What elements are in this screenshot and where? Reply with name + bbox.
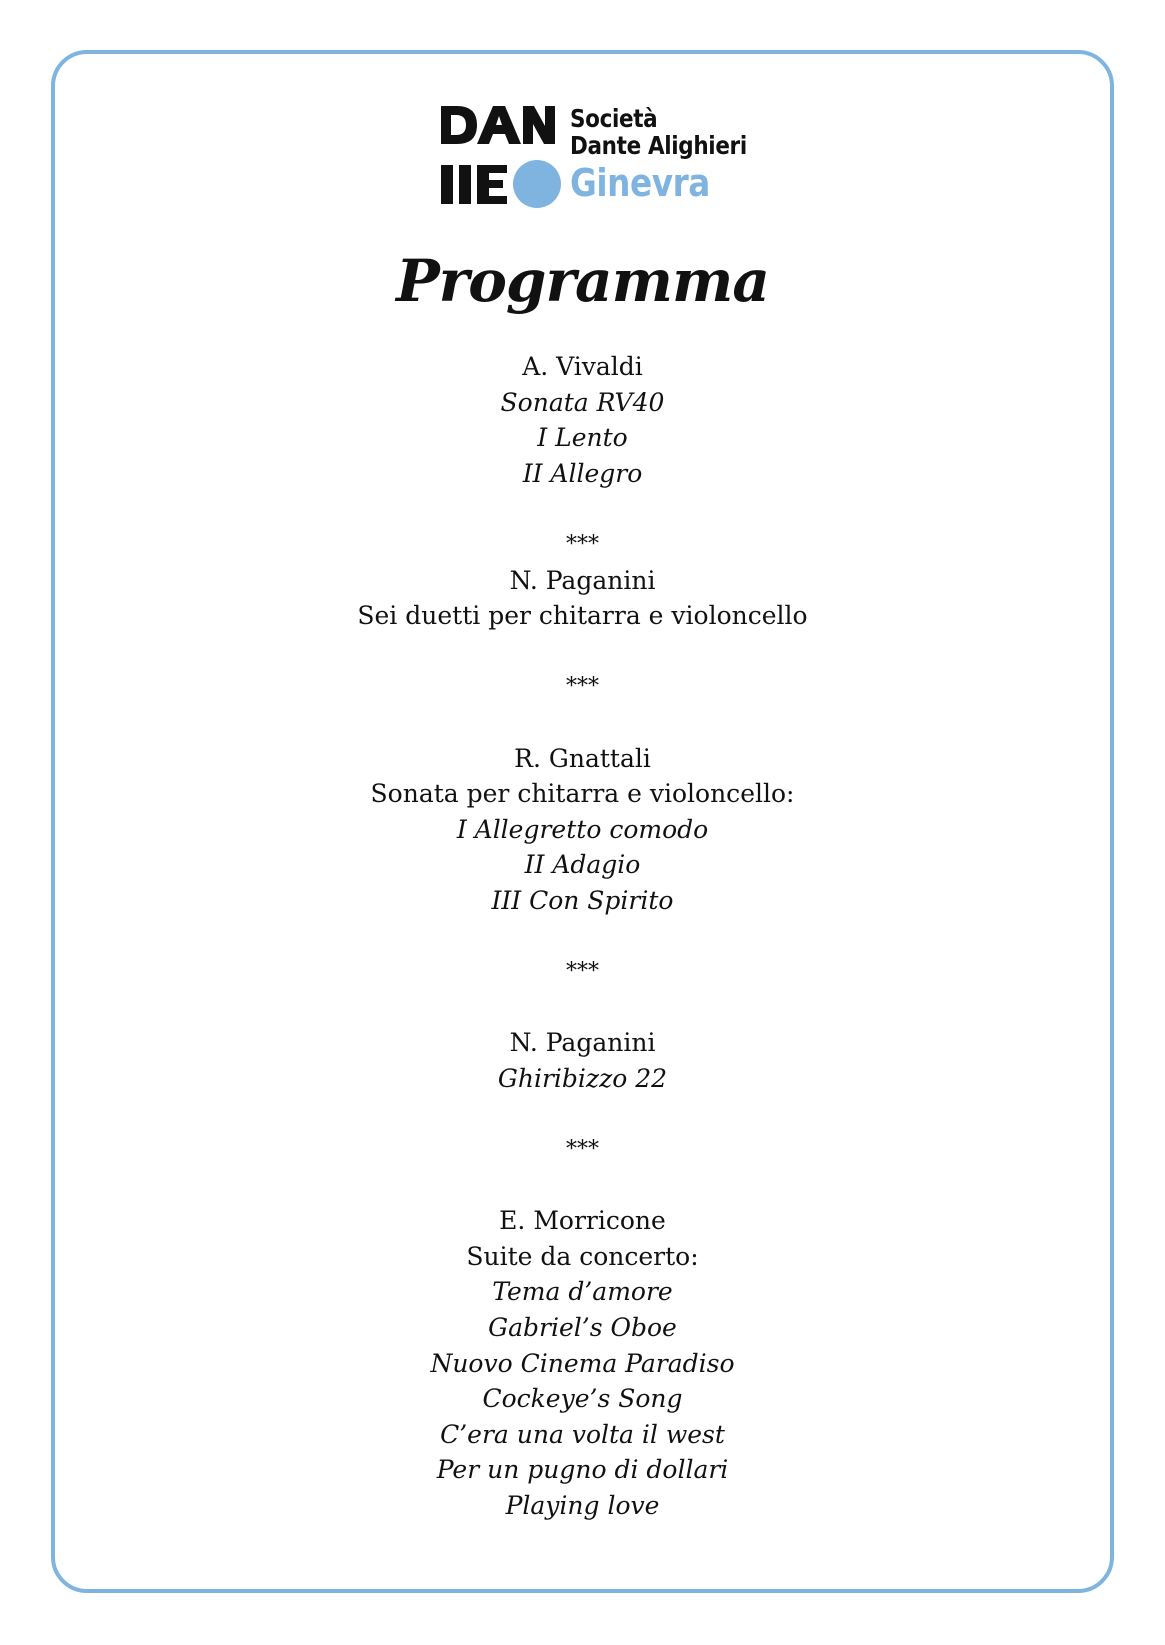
logo-line-ginevra: Ginevra [570,161,710,205]
piece-line: Playing love [505,1491,660,1520]
piece-line: Sei duetti per chitarra e violoncello [357,601,808,631]
piece-line: Nuovo Cinema Paradiso [430,1348,735,1378]
dante-alighieri-logo [441,106,761,210]
logo-wordmark [570,104,776,205]
section-separator: *** [566,674,599,700]
composer-name: R. Gnattali [514,743,651,773]
program-section [0,349,1165,491]
composer-name: A. Vivaldi [522,352,643,381]
section-separator: *** [566,531,599,557]
piece-line: I Lento [537,423,628,453]
piece-line: Tema d’amore [492,1277,673,1307]
concert-program [0,349,1165,1524]
program-section [0,1025,1165,1096]
piece-line: Sonata RV40 [500,387,665,417]
logo-line-dante-alighieri: Dante Alighieri [570,131,747,160]
piece-line: Cockeye’s Song [482,1384,683,1414]
program-section [0,1203,1165,1523]
piece-line: Gabriel’s Oboe [488,1313,677,1343]
composer-name: N. Paganini [509,1028,656,1058]
piece-line: III Con Spirito [491,885,674,915]
piece-line: Ghiribizzo 22 [497,1063,668,1093]
piece-line: Suite da concerto: [466,1241,699,1271]
piece-line: II Adagio [524,850,641,880]
program-section [0,563,1165,634]
dante-logo-mark-icon [441,106,567,210]
section-separator: *** [566,959,599,985]
piece-line: Per un pugno di dollari [436,1455,729,1485]
piece-line: C’era una volta il west [440,1419,725,1449]
section-separator: *** [566,1137,599,1163]
piece-line: Sonata per chitarra e violoncello: [370,779,795,809]
composer-name: E. Morricone [499,1206,666,1236]
piece-line: II Allegro [522,458,643,488]
piece-line: I Allegretto comodo [456,814,709,844]
page-title: Programma [396,247,769,315]
logo-line-societa: Società [570,104,658,133]
composer-name: N. Paganini [509,565,656,595]
program-section [0,741,1165,919]
